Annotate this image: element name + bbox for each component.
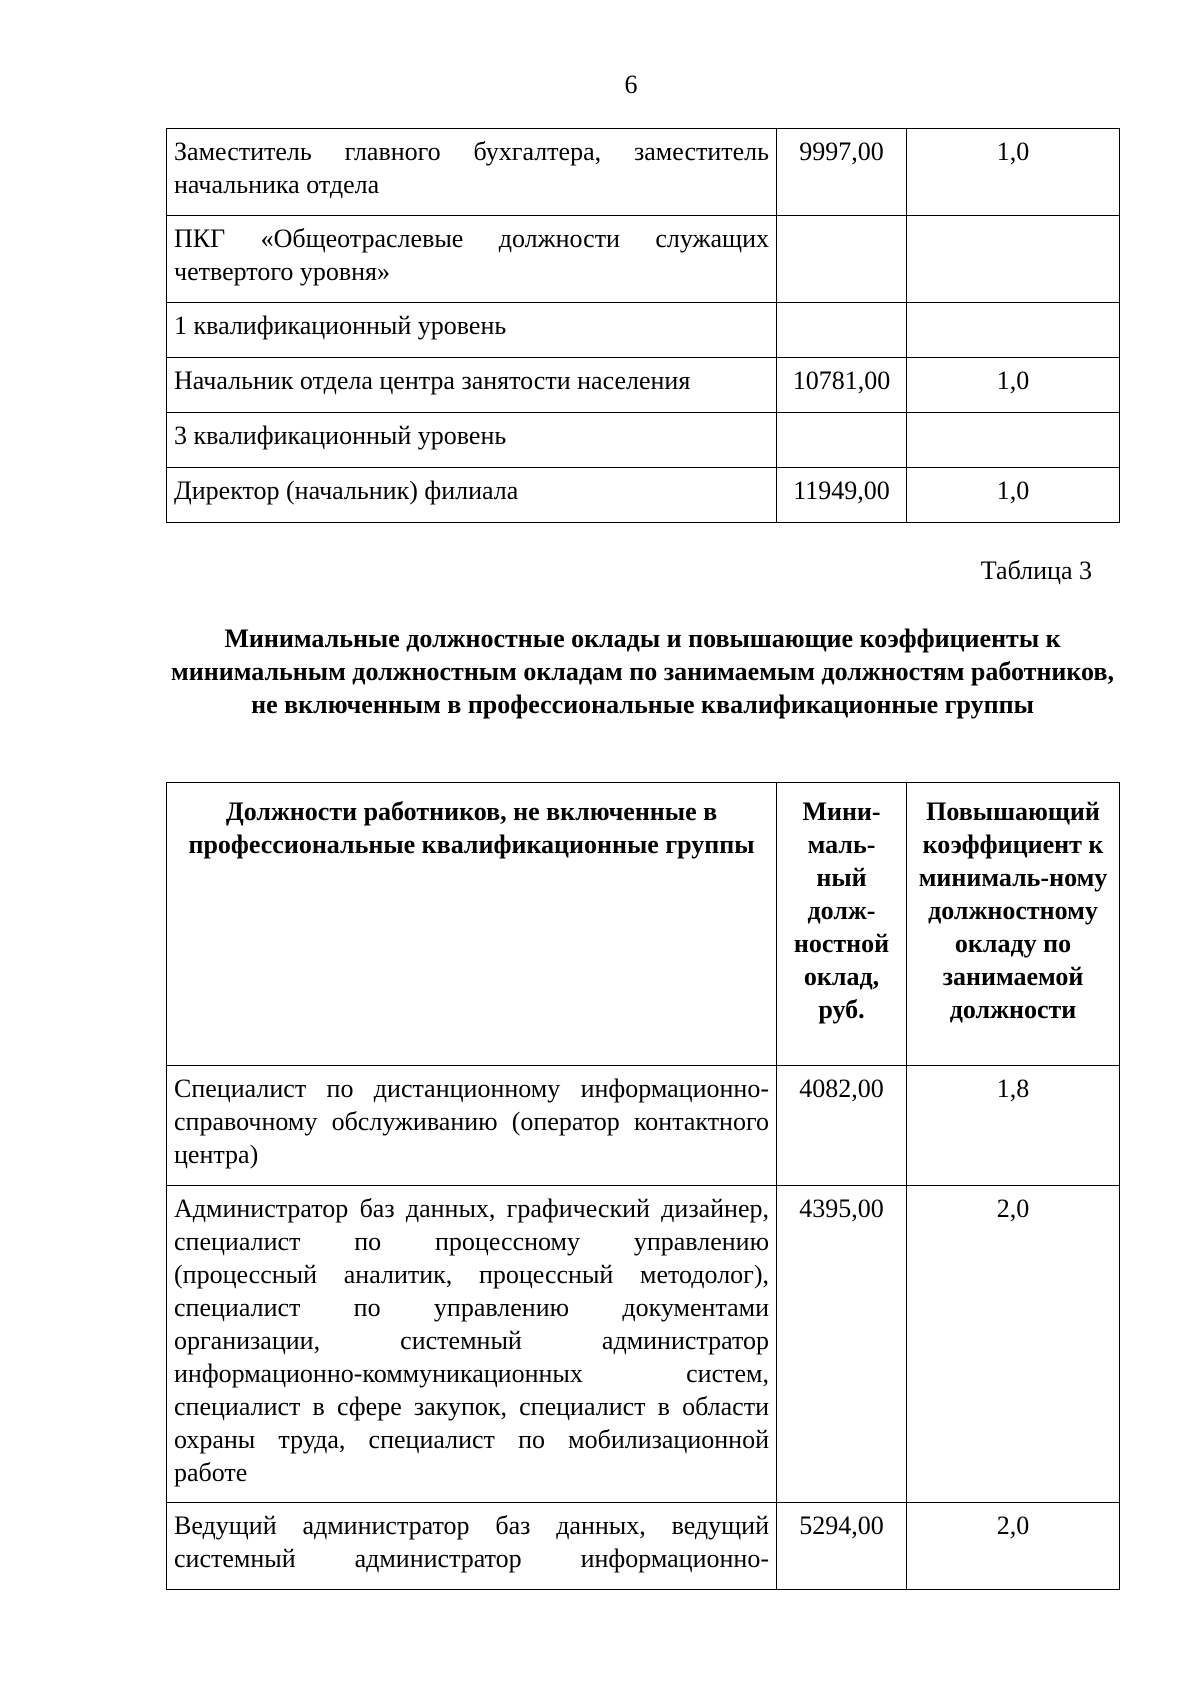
salary-cell: 4082,00 <box>777 1066 907 1186</box>
coefficient-cell <box>907 216 1120 303</box>
table-row <box>167 1066 1120 1186</box>
table-row <box>167 1186 1120 1503</box>
coefficient-cell: 1,0 <box>907 129 1120 216</box>
salary-cell <box>777 413 907 468</box>
level-heading-cell: 1 квалификационный уровень <box>167 303 777 358</box>
position-cell: Директор (начальник) филиала <box>167 468 777 523</box>
coefficient-cell: 1,0 <box>907 468 1120 523</box>
position-cell: Администратор баз данных, графический дизайнер, специалист по процессному управлению (процессный аналитик, процессный методолог), специалист по управлению документами организации, системный администратор информационно-коммуникационных систем, специалист в сфере закупок, специалист в области охраны труда, специалист по мобилизационной работе <box>167 1186 777 1503</box>
table-row <box>167 1503 1120 1590</box>
table-row <box>167 216 1120 303</box>
table-row <box>167 468 1120 523</box>
coefficient-cell: 2,0 <box>907 1503 1120 1590</box>
table-title: Минимальные должностные оклады и повышающие коэффициенты к минимальным должностным окладам по занимаемым должностям работников, не включенным в профессиональные квалификационные группы <box>171 624 1114 719</box>
table-label: Таблица 3 <box>980 556 1092 585</box>
header-coefficient: Повышающий коэффициент к минималь-ному должностному окладу по занимаемой должности <box>907 783 1120 1066</box>
coefficient-cell: 2,0 <box>907 1186 1120 1503</box>
page-number: 6 <box>624 70 638 99</box>
salary-cell: 11949,00 <box>777 468 907 523</box>
header-positions: Должности работников, не включенные в профессиональные квалификационные группы <box>167 783 777 1066</box>
salary-cell: 4395,00 <box>777 1186 907 1503</box>
salary-cell: 10781,00 <box>777 358 907 413</box>
salary-cell: 9997,00 <box>777 129 907 216</box>
table-row <box>167 358 1120 413</box>
position-cell: Ведущий администратор баз данных, ведущий системный администратор информационно- <box>167 1503 777 1590</box>
table-row <box>167 303 1120 358</box>
coefficient-cell <box>907 413 1120 468</box>
table-row <box>167 129 1120 216</box>
coefficient-cell: 1,0 <box>907 358 1120 413</box>
positions-table-continued <box>166 128 1120 523</box>
salary-cell: 5294,00 <box>777 1503 907 1590</box>
coefficient-cell <box>907 303 1120 358</box>
salary-cell <box>777 216 907 303</box>
table-row <box>167 413 1120 468</box>
salary-table <box>166 782 1120 1590</box>
coefficient-cell: 1,8 <box>907 1066 1120 1186</box>
group-heading-cell: ПКГ «Общеотраслевые должности служащих четвертого уровня» <box>167 216 777 303</box>
table-header-row <box>167 783 1120 1066</box>
salary-cell <box>777 303 907 358</box>
position-cell: Начальник отдела центра занятости населения <box>167 358 777 413</box>
position-cell: Специалист по дистанционному информационно-справочному обслуживанию (оператор контактного центра) <box>167 1066 777 1186</box>
position-cell: Заместитель главного бухгалтера, заместитель начальника отдела <box>167 129 777 216</box>
level-heading-cell: 3 квалификационный уровень <box>167 413 777 468</box>
header-salary: Мини-маль-ный долж-ностной оклад, руб. <box>777 783 907 1066</box>
